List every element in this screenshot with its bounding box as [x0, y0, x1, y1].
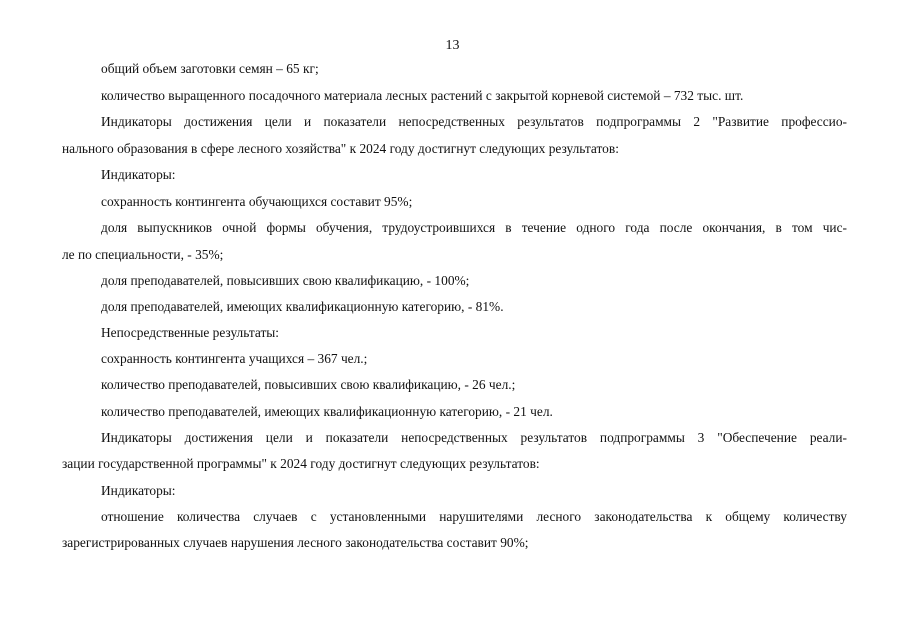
text-line: Индикаторы достижения цели и показатели непосредственных результатов подпрограммы 2 "Развитие профессио-: [101, 114, 847, 129]
text-line: Индикаторы:: [101, 483, 176, 498]
text-line: зации государственной программы" к 2024 году достигнут следующих результатов:: [62, 456, 540, 471]
text-line: Индикаторы достижения цели и показатели непосредственных результатов подпрограммы 3 "Обеспечение реали-: [101, 430, 847, 445]
text-line: ле по специальности, - 35%;: [62, 247, 224, 262]
text-line: общий объем заготовки семян – 65 кг;: [101, 61, 319, 76]
text-line: сохранность контингента обучающихся составит 95%;: [101, 194, 413, 209]
page-number: 13: [445, 38, 460, 53]
text-line: доля преподавателей, повысивших свою квалификацию, - 100%;: [101, 273, 470, 288]
text-line: количество выращенного посадочного материала лесных растений с закрытой корневой системой – 732 тыс. шт.: [101, 88, 744, 103]
text-line: количество преподавателей, имеющих квалификационную категорию, - 21 чел.: [101, 404, 553, 419]
text-line: зарегистрированных случаев нарушения лесного законодательства составит 90%;: [62, 535, 529, 550]
text-line: доля преподавателей, имеющих квалификационную категорию, - 81%.: [101, 299, 504, 314]
text-line: количество преподавателей, повысивших свою квалификацию, - 26 чел.;: [101, 377, 516, 392]
text-line: доля выпускников очной формы обучения, трудоустроившихся в течение одного года после окончания, в том чис-: [101, 220, 847, 235]
text-line: нального образования в сфере лесного хозяйства" к 2024 году достигнут следующих результатов:: [62, 141, 619, 156]
text-line: отношение количества случаев с установленными нарушителями лесного законодательства к общему количеству: [101, 509, 847, 524]
text-line: Непосредственные результаты:: [101, 325, 280, 340]
text-line: сохранность контингента учащихся – 367 чел.;: [101, 351, 368, 366]
text-line: Индикаторы:: [101, 167, 176, 182]
